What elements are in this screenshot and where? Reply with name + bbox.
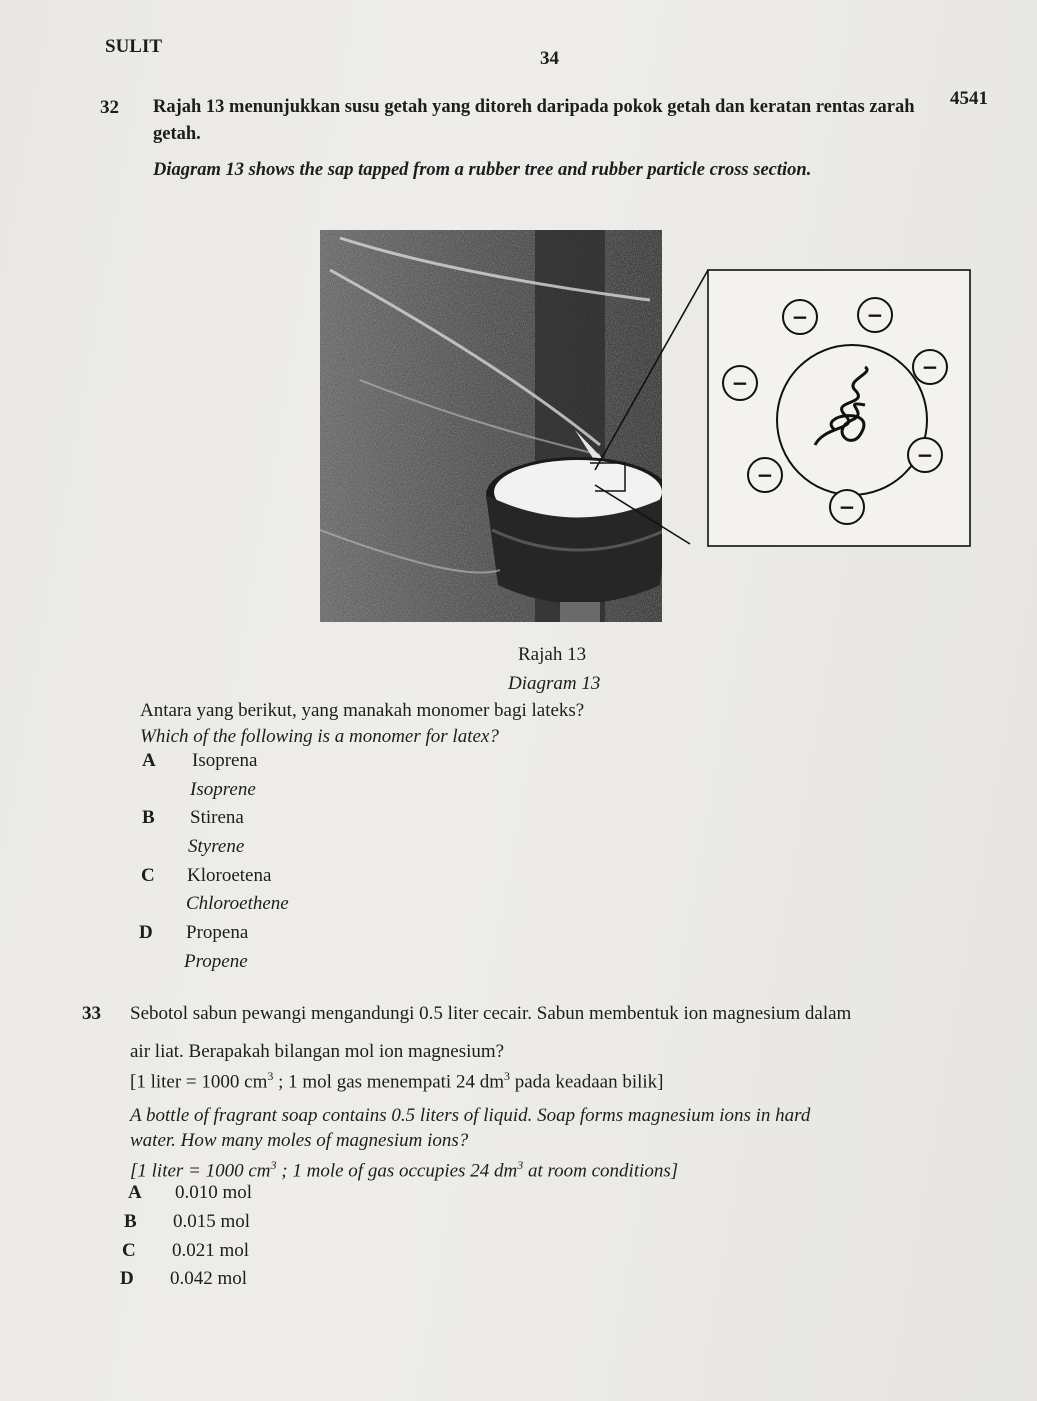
question-number-33: 33 — [82, 1003, 101, 1024]
charge-label: − — [731, 371, 749, 395]
q33-option-letter: C — [122, 1240, 136, 1261]
q32-option-d-en: Propene — [184, 951, 248, 972]
q32-option-d-ms: Propena — [186, 922, 249, 943]
q32-stem-ms-line1: Rajah 13 menunjukkan susu getah yang ditoreh daripada pokok getah dan keratan rentas zarah — [153, 97, 915, 117]
q32-option-a-ms: Isoprena — [192, 750, 258, 771]
q32-option-a-en: Isoprene — [190, 779, 256, 800]
charge-label: − — [866, 303, 884, 327]
q33-option-a: 0.010 mol — [175, 1182, 253, 1203]
q32-option-c-en: Chloroethene — [186, 893, 289, 914]
q32-option-letter: D — [139, 922, 153, 943]
q33-option-c: 0.021 mol — [172, 1240, 250, 1261]
figure-caption-ms: Rajah 13 — [518, 644, 587, 665]
page-number: 34 — [540, 48, 559, 69]
q33-option-letter: B — [124, 1211, 137, 1232]
q33-stem-en-line1: A bottle of fragrant soap contains 0.5 liters of liquid. Soap forms magnesium ions in hard — [130, 1105, 811, 1126]
q32-option-c-ms: Kloroetena — [187, 865, 272, 886]
q33-option-letter: A — [128, 1182, 142, 1203]
q32-option-letter: A — [142, 750, 156, 771]
q33-option-d: 0.042 mol — [170, 1268, 248, 1289]
q32-option-letter: C — [141, 865, 155, 886]
q32-question-ms: Antara yang berikut, yang manakah monomer bagi lateks? — [140, 700, 585, 721]
figure-caption-en: Diagram 13 — [508, 673, 601, 694]
charge-label: − — [916, 443, 934, 467]
charge-label: − — [838, 495, 856, 519]
q32-stem-en: Diagram 13 shows the sap tapped from a rubber tree and rubber particle cross section. — [153, 160, 812, 180]
q32-question-en: Which of the following is a monomer for latex? — [140, 726, 499, 747]
q33-data-en: [1 liter = 1000 $cm^3$ ; 1 mole of gas occupies 24 $dm^3$ at room conditions] — [130, 1158, 679, 1182]
q33-stem-ms-line2: air liat. Berapakah bilangan mol ion magnesium? — [130, 1041, 505, 1062]
q33-option-letter: D — [120, 1268, 134, 1289]
q33-stem-ms-line1: Sebotol sabun pewangi mengandungi 0.5 liter cecair. Sabun membentuk ion magnesium dalam — [130, 1003, 852, 1024]
charge-label: − — [791, 305, 809, 329]
q32-option-b-ms: Stirena — [190, 807, 244, 828]
q33-stem-en-line2: water. How many moles of magnesium ions? — [130, 1130, 469, 1151]
charge-label: − — [756, 463, 774, 487]
question-number-32: 32 — [100, 97, 119, 118]
rubber-particle-diagram — [590, 255, 972, 555]
charge-label: − — [921, 355, 939, 379]
q33-data-ms: [1 liter = 1000 $cm^3$ ; 1 mol gas menempati 24 $dm^3$ pada keadaan bilik] — [130, 1069, 664, 1093]
q32-stem-ms-line2: getah. — [153, 124, 201, 144]
paper-code: 4541 — [950, 88, 988, 109]
q32-option-letter: B — [142, 807, 155, 828]
q32-option-b-en: Styrene — [188, 836, 245, 857]
header-sulit: SULIT — [105, 36, 163, 57]
q33-option-b: 0.015 mol — [173, 1211, 251, 1232]
